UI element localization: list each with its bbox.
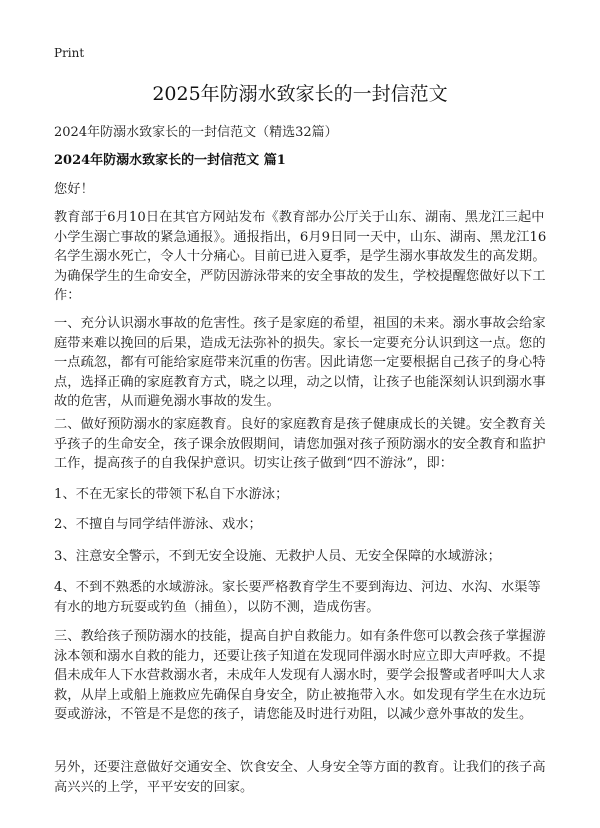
paragraph-outro: 另外，还要注意做好交通安全、饮食安全、人身安全等方面的教育。让我们的孩子高高兴兴的上学，平平安安的回家。 <box>54 760 546 795</box>
page-title: 2025年防溺水致家长的一封信范文 <box>152 83 448 105</box>
list-item: 4、不到不熟悉的水域游泳。家长要严格教育学生不要到海边、河边、水沟、水渠等有水的地方玩耍或钓鱼（捕鱼），以防不测，造成伤害。 <box>54 580 541 615</box>
list-item: 3、注意安全警示，不到无安全设施、无救护人员、无安全保障的水域游泳； <box>54 549 501 564</box>
list-item: 2、不擅自与同学结伴游泳、戏水； <box>54 517 262 532</box>
paragraph-greeting: 您好！ <box>54 182 94 197</box>
paragraph-point-two: 二、做好预防溺水的家庭教育。良好的家庭教育是孩子健康成长的关键。安全教育关乎孩子的生命安全，孩子课余放假期间，请您加强对孩子预防溺水的安全教育和监护工作，提高孩子的自我保护意识。切实让孩子做到“四不游泳”，即： <box>54 417 546 471</box>
paragraph-intro: 教育部于6月10日在其官方网站发布《教育部办公厅关于山东、湖南、黑龙江三起中小学生溺亡事故的紧急通报》。通报指出，6月9日同一天中，山东、湖南、黑龙江16名学生溺水死亡，令人十分痛心。目前已进入夏季，是学生溺水事故发生的高发期。为确保学生的生命安全，严防因游泳带来的安全事故的发生，学校提醒您做好以下工作： <box>54 210 547 303</box>
section-heading: 2024年防溺水致家长的一封信范文 篇1 <box>54 153 286 168</box>
paragraph-point-one: 一、充分认识溺水事故的危害性。孩子是家庭的希望，祖国的未来。溺水事故会给家庭带来难以挽回的后果，造成无法弥补的损失。家长一定要充分认识到这一点。您的一点疏忽，都有可能给家庭带来沉重的伤害。因此请您一定要根据自己孩子的身心特点，选择正确的家庭教育方式，晓之以理，动之以情，让孩子也能深刻认识到溺水事故的危害，从而避免溺水事故的发生。 <box>54 316 546 409</box>
paragraph-point-three: 三、教给孩子预防溺水的技能，提高自护自救能力。如有条件您可以教会孩子掌握游泳本领和溺水自救的能力，还要让孩子知道在发现同伴溺水时应立即大声呼救。不提倡未成年人下水营救溺水者，未成年人发现有人溺水时，要学会报警或者呼叫大人求救，从岸上或船上施救应先确保自身安全，防止被拖带入水。如发现有学生在水边玩耍或游泳，不管是不是您的孩子，请您能及时进行劝阻，以减少意外事故的发生。 <box>54 629 546 722</box>
document-subtitle: 2024年防溺水致家长的一封信范文（精选32篇） <box>54 125 338 140</box>
print-link[interactable]: Print <box>54 46 85 60</box>
list-item: 1、不在无家长的带领下私自下水游泳； <box>54 487 289 502</box>
